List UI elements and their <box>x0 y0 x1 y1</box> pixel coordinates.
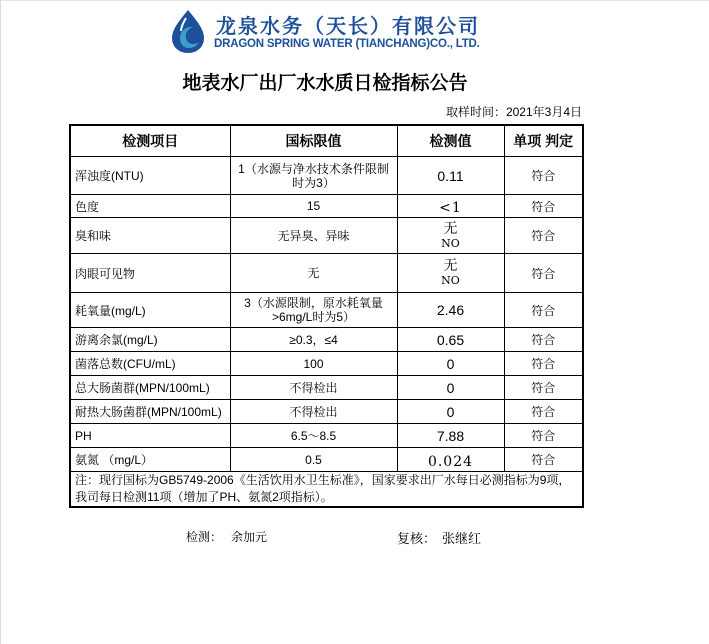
row-verdict: 符合 <box>504 376 583 400</box>
row-value <box>397 254 504 293</box>
row-value: <1 <box>397 195 504 218</box>
row-item: 总大肠菌群(MPN/100mL) <box>70 376 230 400</box>
row-verdict: 符合 <box>504 400 583 424</box>
water-drop-swirl-icon <box>166 8 210 54</box>
table-header-row <box>70 125 583 157</box>
table-row <box>70 218 583 254</box>
reviewer-label: 复核： <box>397 531 437 546</box>
sample-date: 取样时间：2021年3月4日 <box>445 105 582 119</box>
row-item: 氨氮 （mg/L） <box>70 448 230 472</box>
header-limit: 国标限值 <box>230 125 397 157</box>
row-item: 臭和味 <box>70 218 230 254</box>
row-limit: 15 <box>230 195 397 218</box>
row-verdict: 符合 <box>504 254 583 293</box>
table-row <box>70 195 583 218</box>
row-value <box>397 218 504 254</box>
table-note-row <box>70 472 583 508</box>
row-value: 0.65 <box>397 328 504 352</box>
row-value: 0.11 <box>397 157 504 195</box>
row-limit: 6.5～8.5 <box>230 424 397 448</box>
row-value: 0 <box>397 376 504 400</box>
row-limit: 无 <box>230 254 397 293</box>
row-limit: 无异臭、异味 <box>230 218 397 254</box>
row-value: 2.46 <box>397 293 504 328</box>
row-item: 耐热大肠菌群(MPN/100mL) <box>70 400 230 424</box>
row-verdict: 符合 <box>504 195 583 218</box>
reviewer-name: 张继红 <box>442 531 482 546</box>
row-value-sub: NO <box>441 274 460 287</box>
page-title: 地表水厂出厂水水质日检指标公告 <box>182 73 468 94</box>
table-note: 注：现行国标为GB5749-2006《生活饮用水卫生标准》，国家要求出厂水每日必测指标为9项，我司每日检测11项（增加了PH、氨氮2项指标）。 <box>70 472 583 508</box>
row-item: 色度 <box>70 195 230 218</box>
table-row <box>70 328 583 352</box>
row-value: 0 <box>397 400 504 424</box>
water-quality-table <box>69 124 584 508</box>
row-verdict: 符合 <box>504 328 583 352</box>
row-verdict: 符合 <box>504 157 583 195</box>
table-row <box>70 254 583 293</box>
row-limit: 不得检出 <box>230 376 397 400</box>
row-value: 0 <box>397 352 504 376</box>
top-border <box>0 0 709 1</box>
row-value: 7.88 <box>397 424 504 448</box>
row-limit: 3（水源限制，原水耗氧量>6mg/L时为5） <box>230 293 397 328</box>
table-row <box>70 376 583 400</box>
table-row <box>70 400 583 424</box>
row-item: 耗氧量(mg/L) <box>70 293 230 328</box>
company-name-cn: 龙泉水务（天长）有限公司 <box>216 14 480 38</box>
row-verdict: 符合 <box>504 293 583 328</box>
row-value-sub: NO <box>441 236 460 250</box>
header-item: 检测项目 <box>70 125 230 157</box>
row-verdict: 符合 <box>504 424 583 448</box>
table-row <box>70 157 583 195</box>
row-verdict: 符合 <box>504 218 583 254</box>
row-item: 浑浊度(NTU) <box>70 157 230 195</box>
company-name-en: DRAGON SPRING WATER (TIANCHANG)CO., LTD. <box>214 38 480 50</box>
row-value-main: 无 <box>443 219 458 236</box>
row-verdict: 符合 <box>504 448 583 472</box>
header-value: 检测值 <box>397 125 504 157</box>
row-verdict: 符合 <box>504 352 583 376</box>
header-verdict: 单项 判定 <box>504 125 583 157</box>
row-value-main: 无 <box>443 257 458 273</box>
left-border <box>0 0 1 644</box>
table-row <box>70 424 583 448</box>
inspector-name: 余加元 <box>231 530 268 544</box>
table-row <box>70 352 583 376</box>
row-item: PH <box>70 424 230 448</box>
table-row <box>70 293 583 328</box>
row-limit: 1（水源与净水技术条件限制时为3） <box>230 157 397 195</box>
row-limit: 0.5 <box>230 448 397 472</box>
row-limit: 100 <box>230 352 397 376</box>
row-item: 肉眼可见物 <box>70 254 230 293</box>
row-item: 菌落总数(CFU/mL) <box>70 352 230 376</box>
row-limit: ≥0.3，≤4 <box>230 328 397 352</box>
company-logo <box>166 8 496 58</box>
row-value: 0.024 <box>397 448 504 472</box>
table-row <box>70 448 583 472</box>
row-item: 游离余氯(mg/L) <box>70 328 230 352</box>
inspector-label: 检测： <box>186 530 223 544</box>
row-limit: 不得检出 <box>230 400 397 424</box>
